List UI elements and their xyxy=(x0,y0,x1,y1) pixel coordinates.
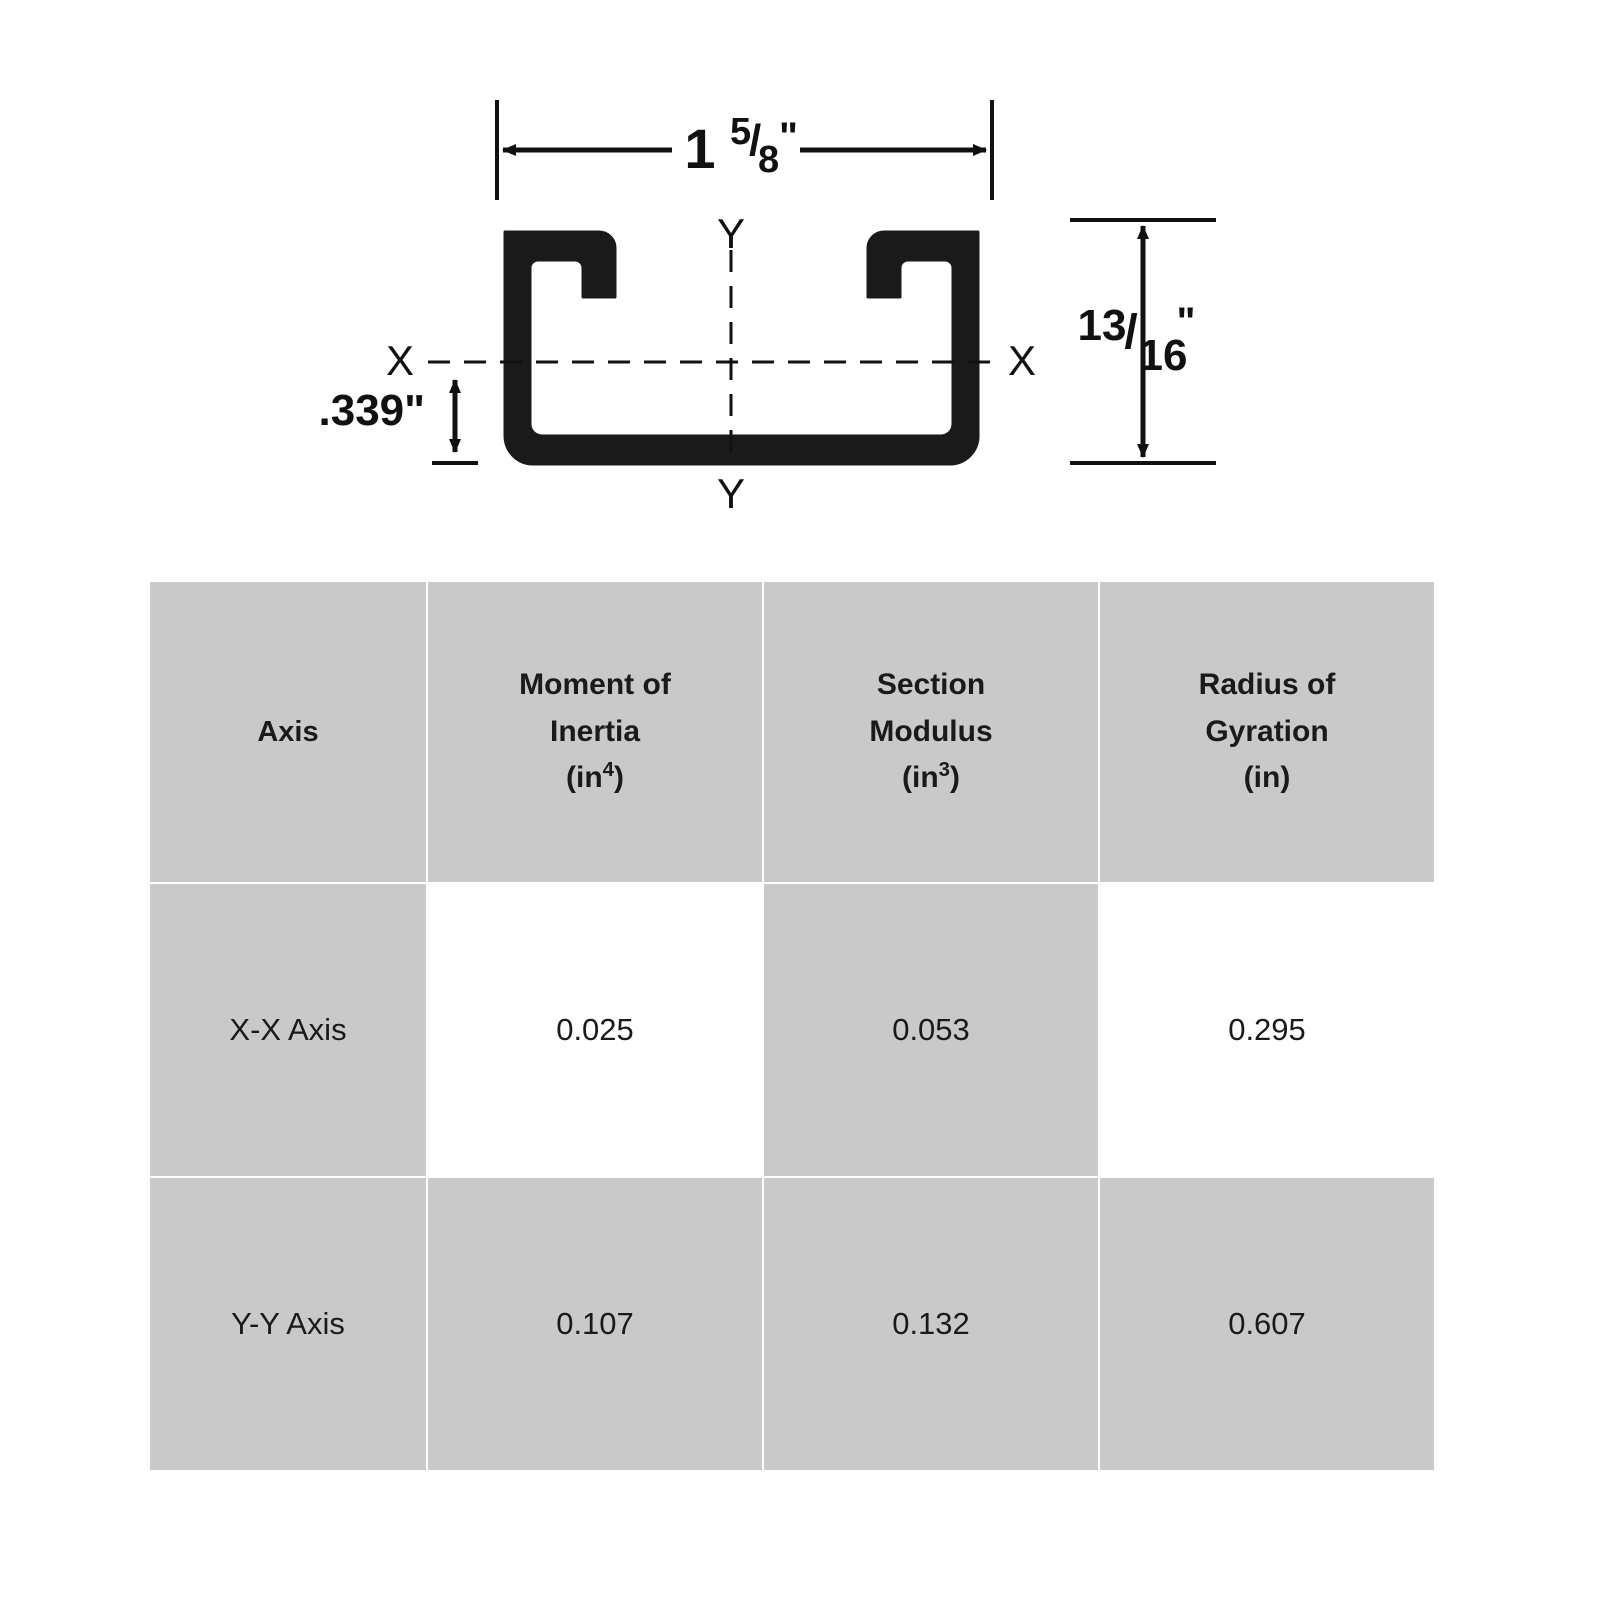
header-radius-line1: Radius of xyxy=(1198,668,1336,702)
x-axis-label-right: X xyxy=(1007,337,1037,384)
header-section-units-post: ) xyxy=(950,761,960,795)
table-row xyxy=(149,883,1435,1177)
cell-radius-xx: 0.295 xyxy=(1099,883,1435,1177)
thickness-dimension-label: .339" xyxy=(318,386,425,435)
cell-axis-xx: X-X Axis xyxy=(149,883,427,1177)
y-axis-label-bottom: Y xyxy=(716,470,746,517)
height-dimension-denominator: 16 xyxy=(1138,331,1188,380)
strut-channel-profile xyxy=(505,232,978,464)
cell-moment-yy: 0.107 xyxy=(427,1177,763,1471)
width-dimension-slash: / xyxy=(749,116,762,165)
cell-moment-xx: 0.025 xyxy=(427,883,763,1177)
width-dimension-whole: 1 xyxy=(684,117,716,180)
header-section-units-pre: (in xyxy=(902,761,939,795)
header-moment-units xyxy=(428,755,762,802)
header-radius-line2: Gyration xyxy=(1205,714,1329,748)
y-axis-label-top: Y xyxy=(716,210,746,257)
header-section-modulus xyxy=(763,581,1099,883)
thickness-dimension xyxy=(432,380,478,463)
width-dimension-unit: " xyxy=(779,115,798,159)
header-axis-label: Axis xyxy=(257,715,319,748)
height-dimension-slash: / xyxy=(1124,306,1138,359)
cell-section-yy: 0.132 xyxy=(763,1177,1099,1471)
cell-axis-yy: Y-Y Axis xyxy=(149,1177,427,1471)
cross-section-diagram xyxy=(0,0,1600,540)
height-dimension-numerator: 13 xyxy=(1077,301,1127,350)
width-dimension-numerator: 5 xyxy=(730,111,752,153)
header-moment-units-pre: (in xyxy=(566,761,603,795)
header-axis xyxy=(149,581,427,883)
header-moment-line2: Inertia xyxy=(549,714,641,748)
header-section-line2: Modulus xyxy=(869,714,993,748)
header-radius-of-gyration xyxy=(1099,581,1435,883)
cell-radius-yy: 0.607 xyxy=(1099,1177,1435,1471)
header-moment-units-exponent: 4 xyxy=(602,759,614,782)
header-section-units-exponent: 3 xyxy=(938,759,950,782)
header-moment-of-inertia xyxy=(427,581,763,883)
height-dimension-unit: " xyxy=(1176,300,1196,344)
header-section-line1: Section xyxy=(876,668,986,702)
header-radius-units: (in) xyxy=(1243,761,1291,795)
cell-section-xx: 0.053 xyxy=(763,883,1099,1177)
header-moment-units-post: ) xyxy=(614,761,624,795)
x-axis-label-left: X xyxy=(385,337,415,384)
width-dimension-denominator: 8 xyxy=(758,139,780,181)
section-properties-table xyxy=(148,580,1436,1472)
header-section-units xyxy=(764,755,1098,802)
header-moment-line1: Moment of xyxy=(519,668,671,702)
table-row xyxy=(149,1177,1435,1471)
table-header-row xyxy=(149,581,1435,883)
